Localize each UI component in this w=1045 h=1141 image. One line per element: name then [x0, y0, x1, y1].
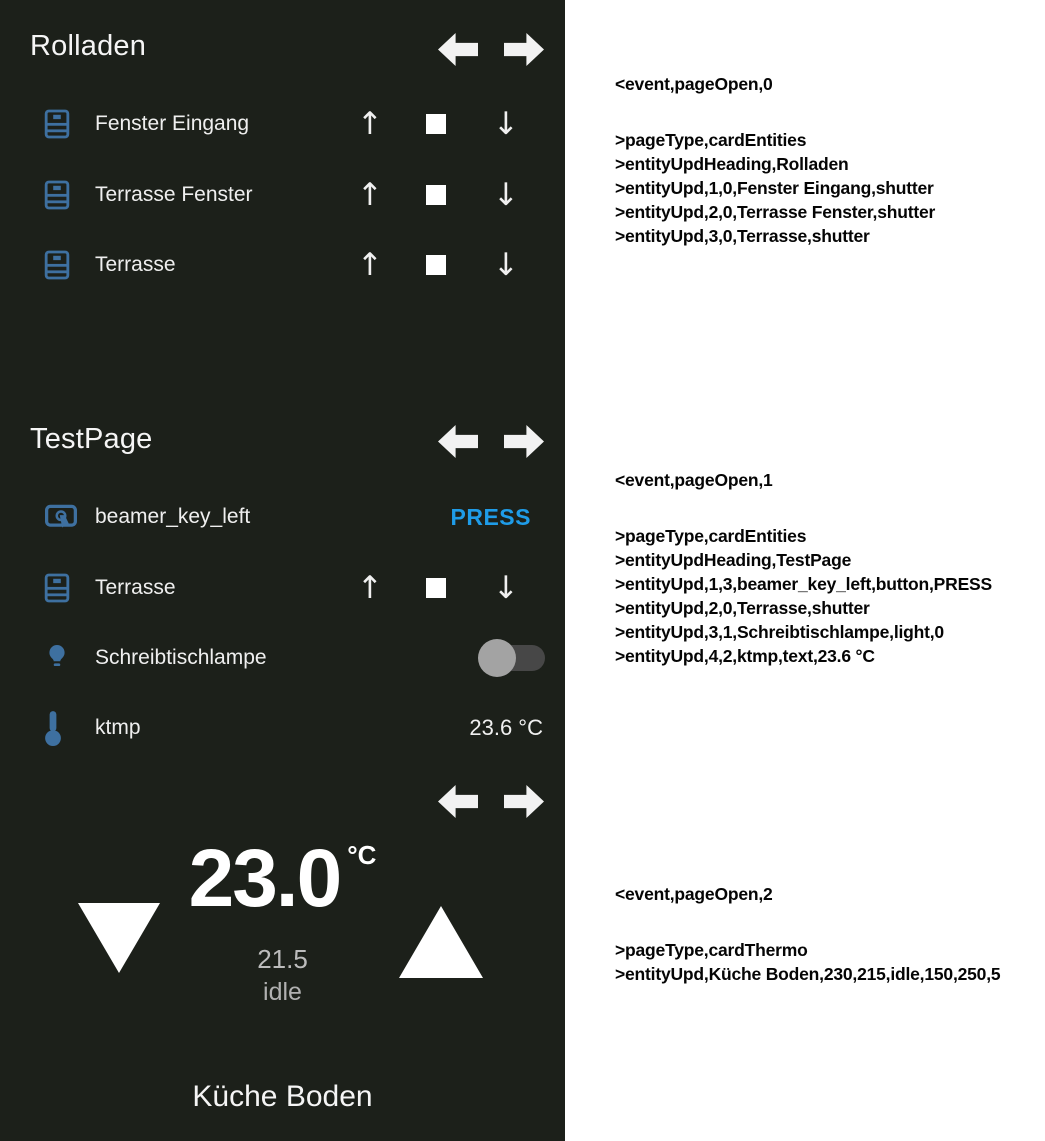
protocol-block-page1: [615, 468, 1045, 668]
protocol-line: >entityUpdHeading,TestPage: [615, 550, 852, 570]
temperature-unit: °C: [347, 840, 377, 870]
protocol-line: >pageType,cardEntities: [615, 526, 807, 546]
entity-label: Fenster Eingang: [95, 112, 250, 135]
protocol-line: >entityUpd,2,0,Terrasse,shutter: [615, 598, 870, 618]
gesture-tap-button-icon: [30, 502, 95, 532]
light-toggle-switch[interactable]: [478, 639, 545, 677]
arrow-up-icon: ↑: [357, 247, 383, 283]
entity-label: ktmp: [95, 716, 141, 739]
temperature-value: 23.6 °C: [469, 715, 543, 740]
lightbulb-icon: [30, 642, 95, 674]
shutter-down-button[interactable]: [484, 553, 528, 623]
prev-page-icon[interactable]: [438, 785, 478, 818]
arrow-up-icon: ↑: [357, 570, 383, 606]
stop-icon: [426, 255, 446, 275]
entity-label: Terrasse: [95, 576, 176, 599]
arrow-down-icon: ↓: [493, 570, 519, 606]
arrow-up-icon: ↑: [357, 106, 383, 142]
arrow-down-icon: ↓: [493, 177, 519, 213]
hvac-state: idle: [263, 978, 302, 1006]
page-title-rolladen: Rolladen: [30, 30, 147, 62]
shutter-stop-button[interactable]: [414, 230, 458, 300]
prev-page-icon[interactable]: [438, 425, 478, 458]
protocol-line: >entityUpd,Küche Boden,230,215,idle,150,250,5: [615, 964, 1001, 984]
entity-row-terrasse: [30, 230, 545, 300]
shutter-down-button[interactable]: [484, 230, 528, 300]
shutter-stop-button[interactable]: [414, 89, 458, 159]
entity-label: Terrasse: [95, 253, 176, 276]
protocol-line: >entityUpd,3,0,Terrasse,shutter: [615, 226, 870, 246]
stop-icon: [426, 114, 446, 134]
page-title-testpage: TestPage: [30, 423, 153, 455]
window-shutter-icon: [30, 179, 95, 211]
protocol-line: >entityUpd,1,3,beamer_key_left,button,PRESS: [615, 574, 992, 594]
shutter-up-button[interactable]: [348, 553, 392, 623]
next-page-icon[interactable]: [504, 785, 544, 818]
next-page-icon[interactable]: [504, 425, 544, 458]
protocol-line: >entityUpd,1,0,Fenster Eingang,shutter: [615, 178, 934, 198]
entity-row-terrasse-fenster: [30, 160, 545, 230]
window-shutter-icon: [30, 108, 95, 140]
press-button[interactable]: PRESS: [450, 503, 531, 530]
arrow-up-icon: ↑: [357, 177, 383, 213]
thermometer-icon: [30, 708, 95, 748]
protocol-line: >entityUpd,2,0,Terrasse Fenster,shutter: [615, 202, 936, 222]
stop-icon: [426, 578, 446, 598]
shutter-stop-button[interactable]: [414, 160, 458, 230]
protocol-line: >entityUpd,4,2,ktmp,text,23.6 °C: [615, 646, 875, 666]
protocol-log-column: [565, 0, 1045, 1141]
entity-row-ktmp: [30, 693, 545, 763]
entity-label: Terrasse Fenster: [95, 183, 253, 206]
arrow-down-icon: ↓: [493, 247, 519, 283]
entity-label: Schreibtischlampe: [95, 646, 267, 669]
protocol-event-line: <event,pageOpen,0: [615, 74, 773, 94]
entity-row-fenster-eingang: [30, 89, 545, 159]
target-temperature: 21.5: [257, 944, 308, 974]
protocol-block-page2: [615, 882, 1045, 986]
entity-row-schreibtischlampe: [30, 623, 545, 693]
shutter-up-button[interactable]: [348, 230, 392, 300]
thermostat-name: Küche Boden: [192, 1080, 373, 1113]
entity-label: beamer_key_left: [95, 505, 251, 528]
protocol-line: >pageType,cardEntities: [615, 130, 807, 150]
protocol-line: >entityUpd,3,1,Schreibtischlampe,light,0: [615, 622, 944, 642]
arrow-down-icon: ↓: [493, 106, 519, 142]
entity-row-terrasse-2: [30, 553, 545, 623]
toggle-knob: [478, 639, 516, 677]
shutter-up-button[interactable]: [348, 89, 392, 159]
shutter-down-button[interactable]: [484, 89, 528, 159]
window-shutter-icon: [30, 249, 95, 281]
prev-page-icon[interactable]: [438, 33, 478, 66]
protocol-line: >pageType,cardThermo: [615, 940, 808, 960]
shutter-down-button[interactable]: [484, 160, 528, 230]
protocol-block-page0: [615, 72, 1045, 248]
window-shutter-icon: [30, 572, 95, 604]
protocol-event-line: <event,pageOpen,1: [615, 470, 773, 490]
protocol-event-line: <event,pageOpen,2: [615, 884, 773, 904]
shutter-stop-button[interactable]: [414, 553, 458, 623]
entity-row-beamer-key-left: [30, 482, 545, 552]
next-page-icon[interactable]: [504, 33, 544, 66]
current-temperature-value: 23.0: [188, 833, 341, 924]
stop-icon: [426, 185, 446, 205]
shutter-up-button[interactable]: [348, 160, 392, 230]
protocol-line: >entityUpdHeading,Rolladen: [615, 154, 849, 174]
